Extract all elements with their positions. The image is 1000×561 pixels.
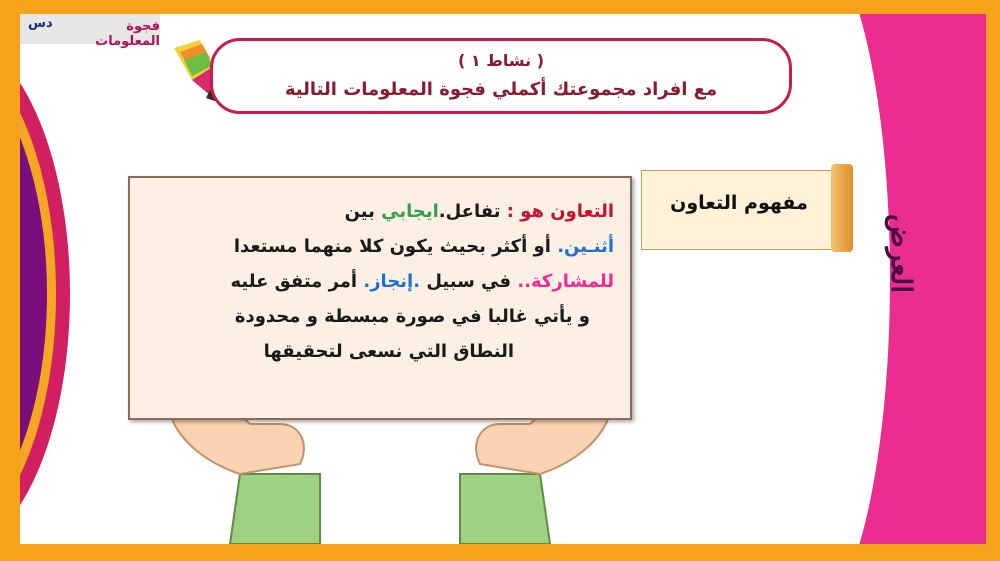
definition-text-1: تفاعل. <box>438 201 501 222</box>
highlight-participation: للمشاركة.. <box>517 271 614 292</box>
definition-line-5: النطاق التي نسعى لتحقيقها <box>263 341 514 362</box>
activity-number: ( نشاط ١ ) <box>457 51 545 70</box>
definition-line-1 <box>146 194 614 229</box>
definition-line-2 <box>146 229 614 264</box>
slide <box>20 14 986 544</box>
concept-tab <box>635 164 855 250</box>
definition-text-3: أو أكثر بحيث يكون كلا منهما مستعدا <box>233 236 558 257</box>
logo-text: فجوة المعلومات <box>95 19 160 49</box>
logo-badge <box>20 14 160 49</box>
side-panel-label: العرض <box>885 214 918 294</box>
definition-term: التعاون هو : <box>506 201 614 222</box>
concept-tab-label: مفهوم التعاون <box>670 192 808 214</box>
highlight-two: أثنـين. <box>557 236 614 257</box>
definition-line-4: و يأتي غالبا في صورة مبسطة و محدودة <box>234 306 590 327</box>
logo-mark: دس <box>28 16 53 31</box>
highlight-positive: ايجابي <box>381 201 439 222</box>
concept-tab-edge <box>831 164 853 252</box>
highlight-achievement: .إنجاز. <box>363 271 421 292</box>
definition-text-2: بين <box>344 201 382 222</box>
definition-text-5: أمر متفق عليه <box>230 271 364 292</box>
activity-title-box <box>210 38 792 114</box>
definition-text <box>146 194 614 369</box>
definition-text-4: في سبيل <box>420 271 518 292</box>
definition-card <box>128 176 632 420</box>
definition-line-3 <box>146 264 614 299</box>
activity-instruction: مع افراد مجموعتك أكملي فجوة المعلومات التالية <box>284 79 718 100</box>
